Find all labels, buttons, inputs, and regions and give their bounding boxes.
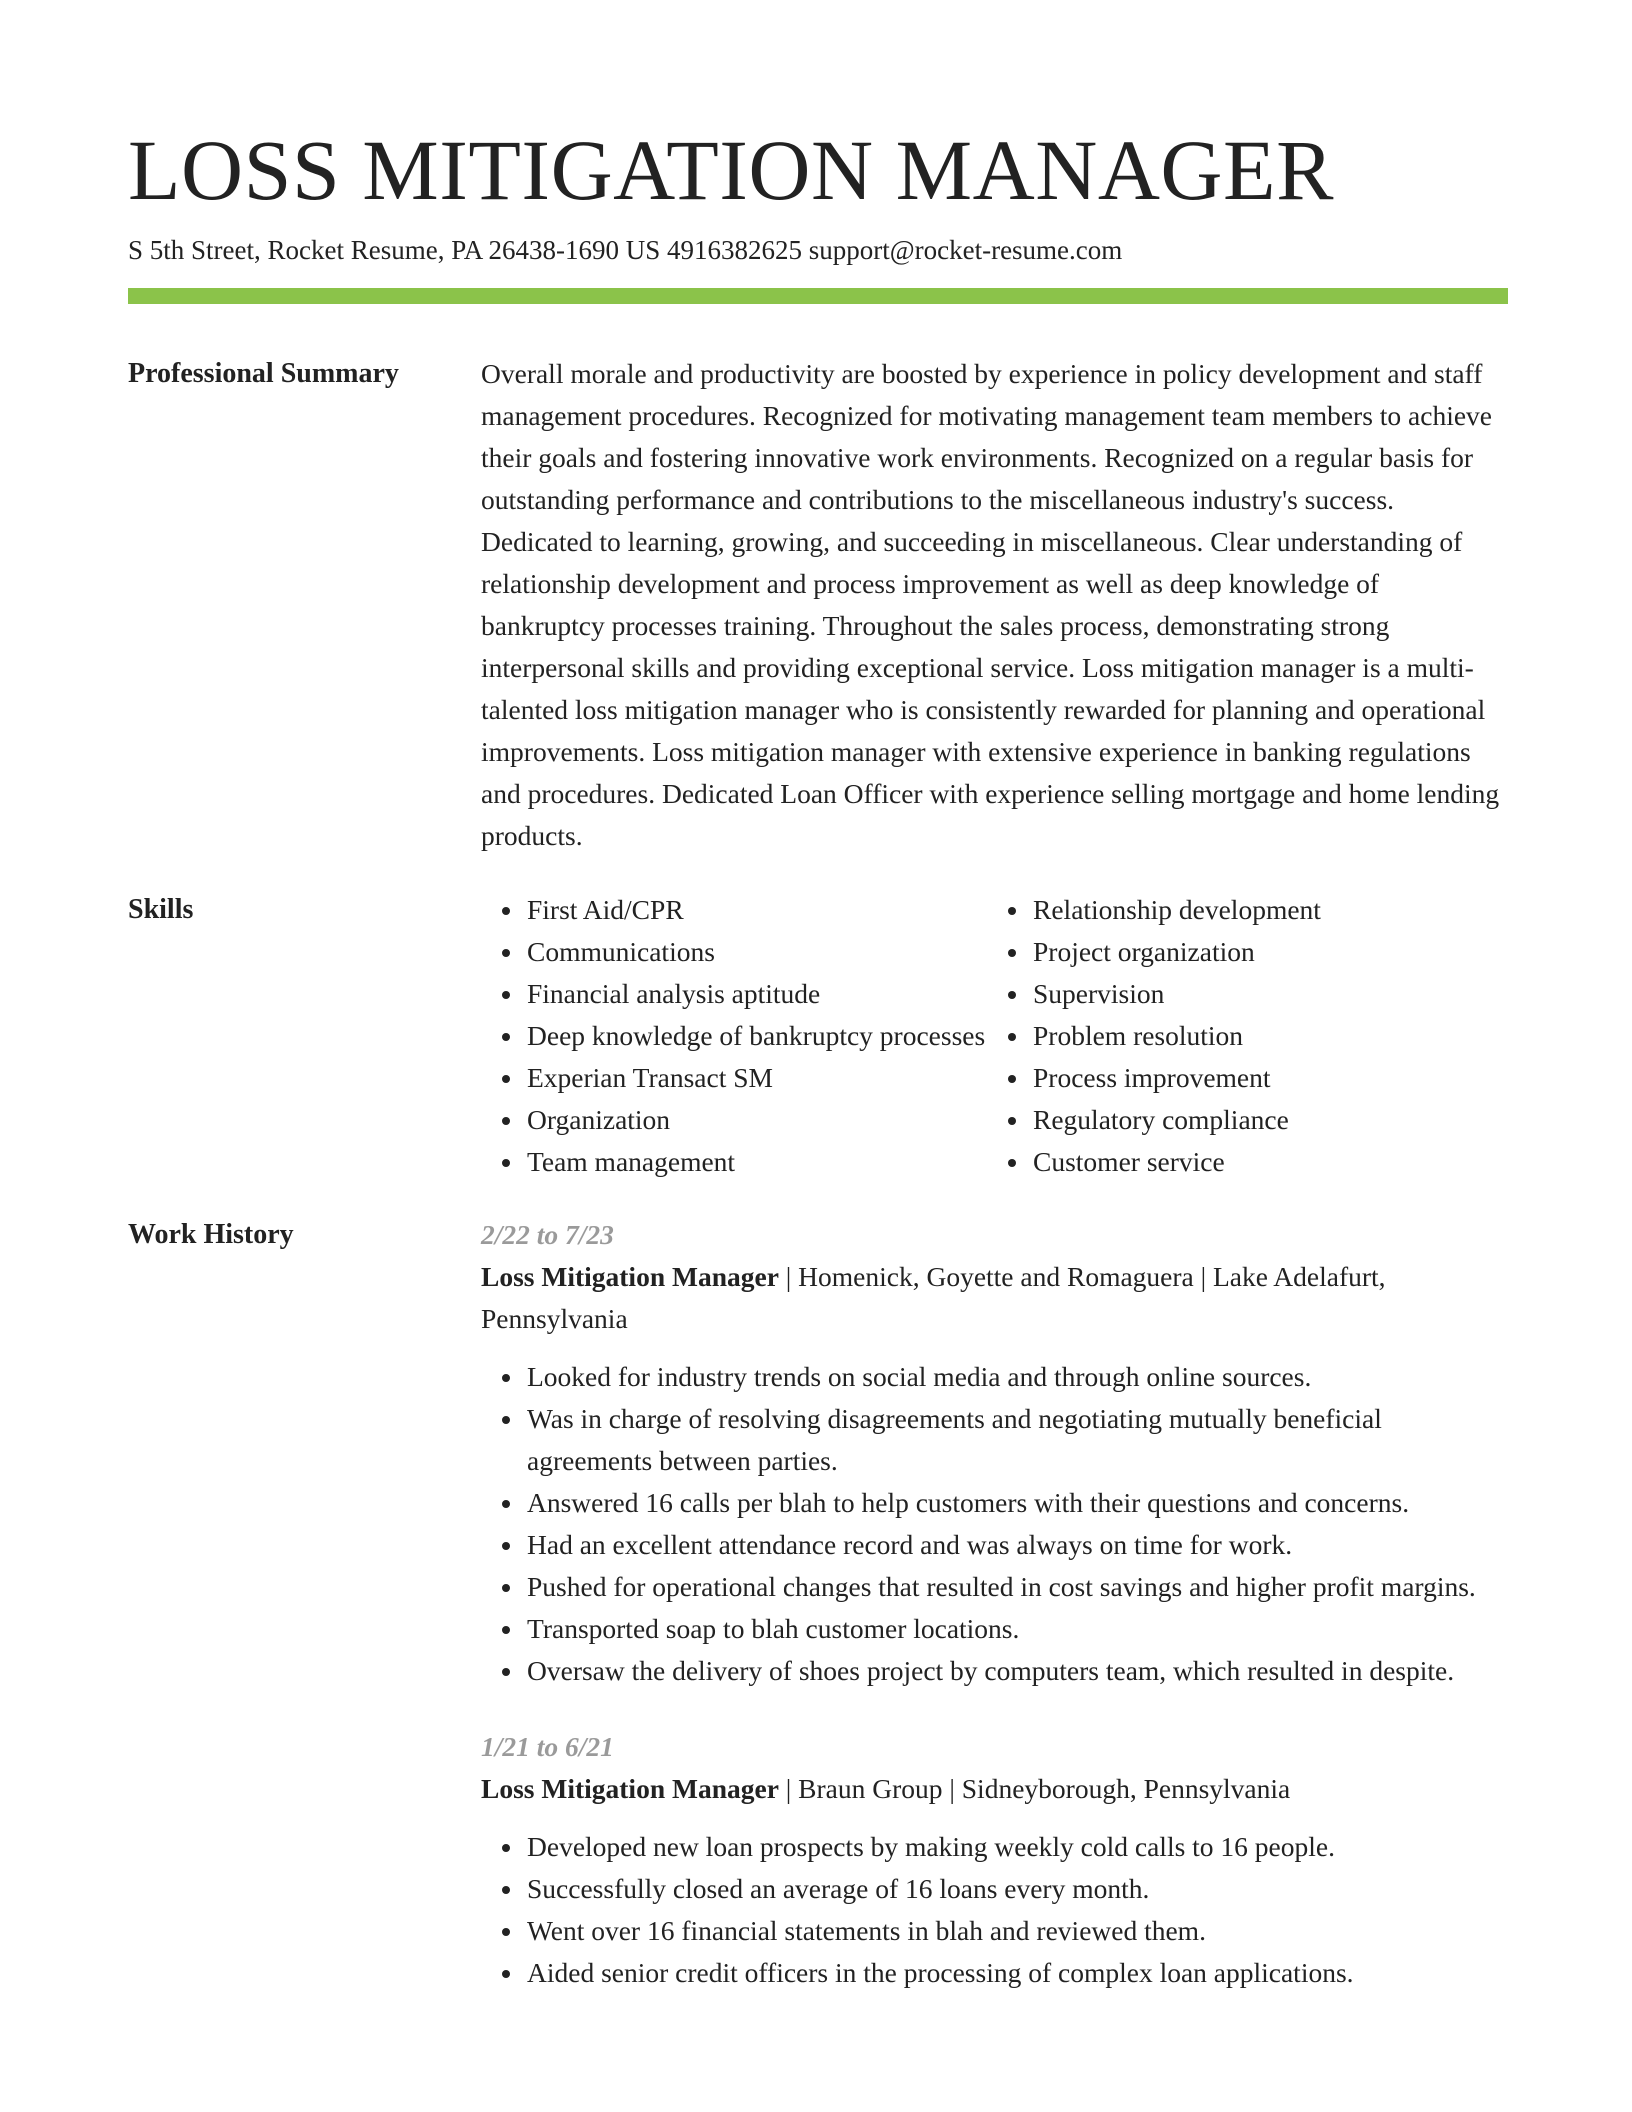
job-bullets bbox=[481, 1826, 1508, 1994]
skills-list-left bbox=[481, 889, 987, 1183]
skills-section bbox=[128, 889, 1508, 1183]
skill-item: • Organization bbox=[525, 1099, 987, 1141]
summary-heading: Professional Summary bbox=[128, 358, 399, 389]
summary-text: Overall morale and productivity are boosted by experience in policy development and staff management procedures. Recognized for motivating management team members to achieve their goals and fostering innovative work environments. Recognized on a regular basis for outstanding performance and contributions to the miscellaneous industry's success. Dedicated to learning, growing, and succeeding in miscellaneous. Clear understanding of relationship development and process improvement as well as deep knowledge of bankruptcy processes training. Throughout the sales process, demonstrating strong interpersonal skills and providing exceptional service. Loss mitigation manager is a multi-talented loss mitigation manager who is consistently rewarded for planning and operational improvements. Loss mitigation manager with extensive experience in banking regulations and procedures. Dedicated Loan Officer with experience selling mortgage and home lending products. bbox=[481, 358, 1500, 851]
skills-heading: Skills bbox=[128, 894, 194, 925]
accent-divider bbox=[128, 288, 1508, 304]
resume-name: LOSS MITIGATION MANAGER bbox=[128, 122, 1334, 218]
work-history-section bbox=[128, 1214, 1508, 1994]
job-bullet: • Had an excellent attendance record and was always on time for work. bbox=[525, 1524, 1508, 1566]
job-bullet: • Went over 16 financial statements in blah and reviewed them. bbox=[525, 1910, 1508, 1952]
job-heading bbox=[481, 1256, 1508, 1340]
work-history-heading: Work History bbox=[128, 1219, 294, 1250]
skill-item: • Communications bbox=[525, 931, 987, 973]
skill-item: • Deep knowledge of bankruptcy processes bbox=[525, 1015, 987, 1057]
job-details: | Homenick, Goyette and Romaguera | Lake Adelafurt, Pennsylvania bbox=[481, 1261, 1386, 1334]
job-entry bbox=[481, 1214, 1508, 1692]
job-bullet: • Successfully closed an average of 16 loans every month. bbox=[525, 1868, 1508, 1910]
job-bullet: • Transported soap to blah customer locations. bbox=[525, 1608, 1508, 1650]
job-bullets bbox=[481, 1356, 1508, 1692]
job-bullet: • Oversaw the delivery of shoes project by computers team, which resulted in despite. bbox=[525, 1650, 1508, 1692]
skill-item: • Project organization bbox=[1031, 931, 1501, 973]
skill-item: • Team management bbox=[525, 1141, 987, 1183]
job-title: Loss Mitigation Manager bbox=[481, 1773, 779, 1804]
job-entry bbox=[481, 1726, 1508, 1994]
job-bullet: • Pushed for operational changes that resulted in cost savings and higher profit margins. bbox=[525, 1566, 1508, 1608]
job-bullet: • Developed new loan prospects by making weekly cold calls to 16 people. bbox=[525, 1826, 1508, 1868]
job-bullet: • Looked for industry trends on social media and through online sources. bbox=[525, 1356, 1508, 1398]
job-heading bbox=[481, 1768, 1508, 1810]
job-title: Loss Mitigation Manager bbox=[481, 1261, 779, 1292]
contact-line: S 5th Street, Rocket Resume, PA 26438-1690 US 4916382625 support@rocket-resume.com bbox=[128, 235, 1123, 265]
job-details: | Braun Group | Sidneyborough, Pennsylvania bbox=[778, 1773, 1291, 1804]
skill-item: • Regulatory compliance bbox=[1031, 1099, 1501, 1141]
skill-item: • Experian Transact SM bbox=[525, 1057, 987, 1099]
resume-page bbox=[128, 118, 1508, 1994]
skill-item: • Customer service bbox=[1031, 1141, 1501, 1183]
job-dates: 2/22 to 7/23 bbox=[481, 1219, 614, 1250]
job-dates: 1/21 to 6/21 bbox=[481, 1731, 614, 1762]
skill-item: • Process improvement bbox=[1031, 1057, 1501, 1099]
skill-item: • Problem resolution bbox=[1031, 1015, 1501, 1057]
job-bullet: • Answered 16 calls per blah to help customers with their questions and concerns. bbox=[525, 1482, 1508, 1524]
skills-list-right bbox=[987, 889, 1501, 1183]
skill-item: • Relationship development bbox=[1031, 889, 1501, 931]
skill-item: • Financial analysis aptitude bbox=[525, 973, 987, 1015]
summary-section bbox=[128, 353, 1508, 857]
skill-item: • Supervision bbox=[1031, 973, 1501, 1015]
job-bullet: • Aided senior credit officers in the processing of complex loan applications. bbox=[525, 1952, 1508, 1994]
skill-item: • First Aid/CPR bbox=[525, 889, 987, 931]
job-bullet: • Was in charge of resolving disagreements and negotiating mutually beneficial agreements between parties. bbox=[525, 1398, 1508, 1482]
